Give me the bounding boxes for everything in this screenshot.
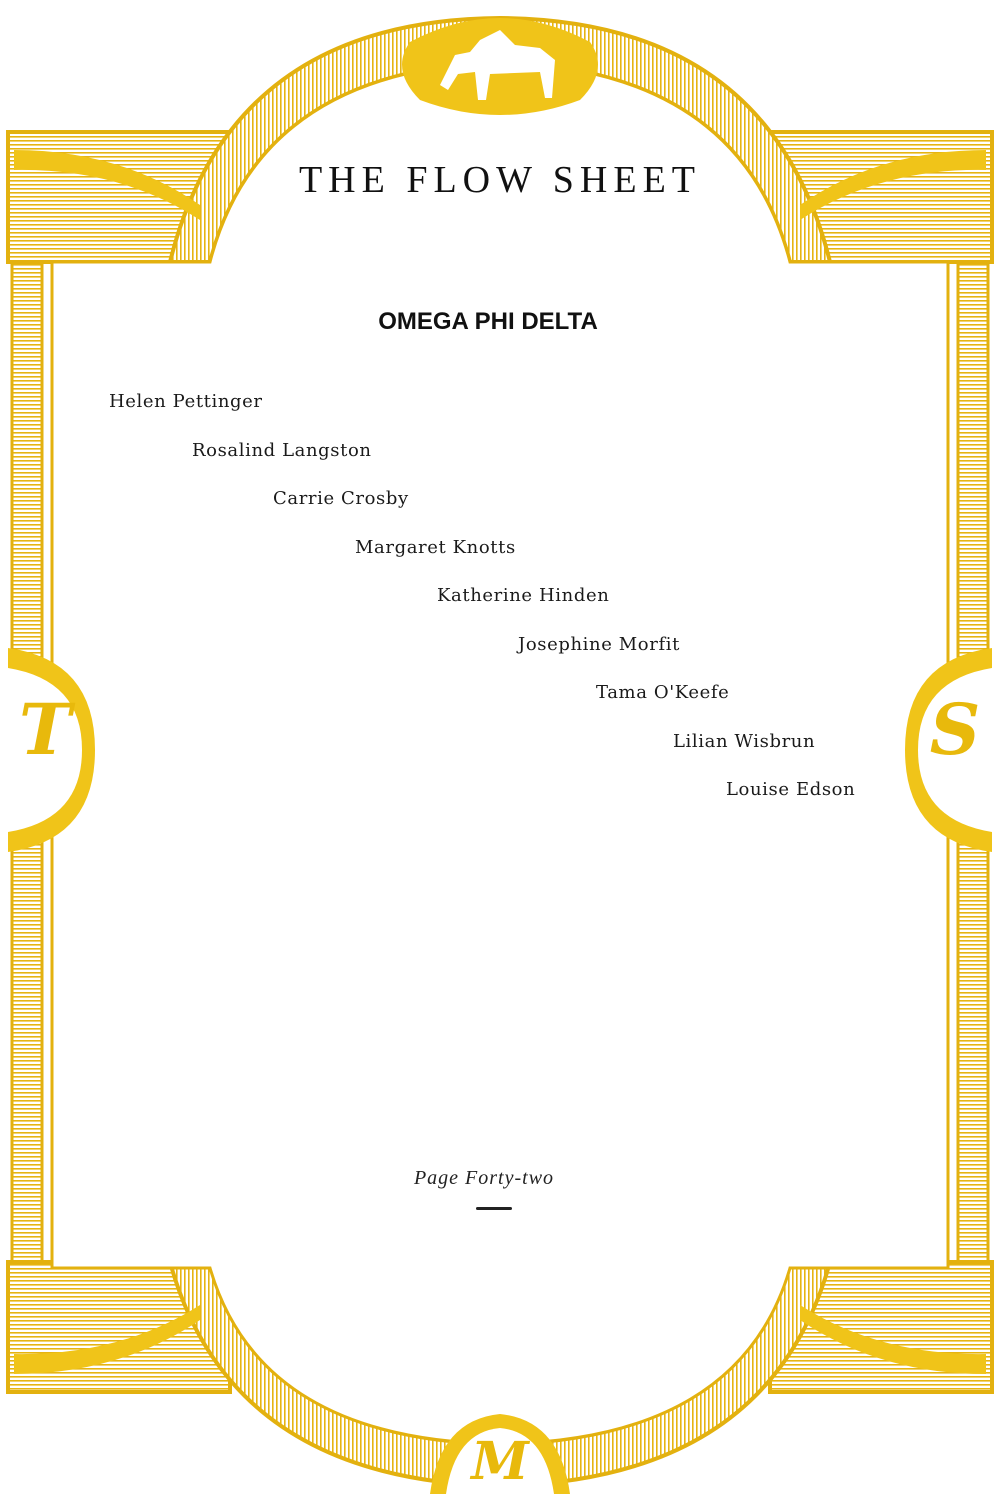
member-name: Lilian Wisbrun [673,731,816,752]
member-name: Rosalind Langston [192,440,372,461]
member-name: Josephine Morfit [518,634,680,655]
member-name: Louise Edson [726,779,856,800]
member-name: Helen Pettinger [109,391,263,412]
member-name: Tama O'Keefe [596,682,730,703]
bottom-monogram-icon: M [471,1431,529,1492]
inner-panel [52,62,948,1444]
footer-rule [476,1207,512,1210]
member-name: Margaret Knotts [355,537,516,558]
member-name: Katherine Hinden [437,585,610,606]
right-monogram-icon: S [929,688,981,771]
member-name: Carrie Crosby [273,488,409,509]
left-monogram-icon: T [18,688,72,771]
page-number-label: Page Forty-two [413,1167,555,1189]
section-title: OMEGA PHI DELTA [378,308,598,335]
page-header-title: THE FLOW SHEET [298,159,702,201]
